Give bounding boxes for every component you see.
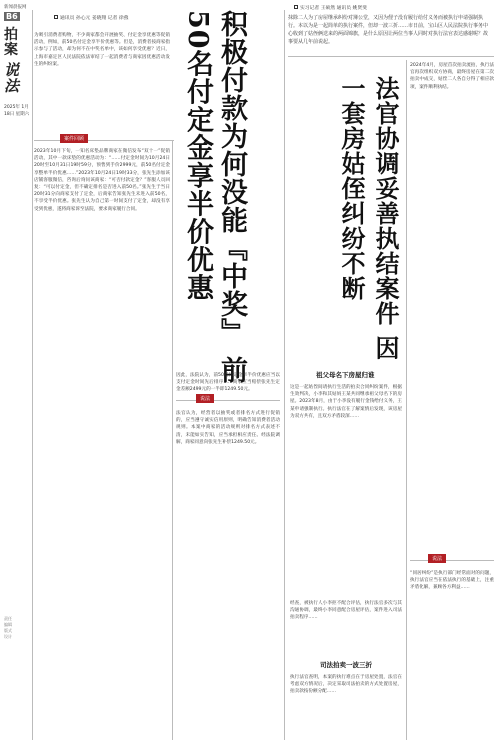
right-body-2: 经查，被执行人小李拒不配合评估，执行法官多次与其沟通协调，最终小李同意配合房屋评估，案件进入司法拍卖程序…… — [290, 601, 402, 621]
right-law-badge: 说法 — [428, 554, 446, 563]
right-intro: 抹除二人为了房屋继承纠纷对簿公堂，又因为俚子没有履行给付义务而被执行申请强制执行。本以为是一起简单的执行案件，但却一波三折……市日前，宝山区人民法院执行事务中心收到了姑侄俩送来的两面锦旗，是什么原因让两位当事人同时对执行法官表达感谢呢？故事要从几年前说起。 — [288, 15, 489, 45]
subhead-judicial-auction: 司法拍卖一波三折 — [320, 661, 372, 669]
left-case-text: 2023年10月下旬，一知名床垫品牌商家在微信发布“双十一”促销活动，其中一款床垫的优惠活动为：“……付定金时间为10月24日20时至10月31日19时59分，预售到手价2999元，前50名付定金享整单半价优惠……”2023年10月24日19时33分，张先生添加该店铺客服微信，咨询后询问该商家：“可否付款定金？”客服人员回复：“可以付定金，但不确定排名是否进入前50名。”张先生于当日20时31分向商家支付了定金，后商家告知张先生未进入前50名，不享受半价优惠。张先生认为自己第一时间支付了定金，却没有享受到优惠，遂将商家诉至法院，要求商家履行合同。 — [34, 149, 170, 212]
section-subtitle: 说法 — [4, 61, 20, 95]
right-byline-text: 实习记者 王硕然 通讯员 姚贤斐 — [300, 6, 367, 11]
divider — [32, 10, 33, 740]
page-footer: 责任编辑 版式设计 — [4, 616, 12, 639]
left-byline — [54, 14, 174, 21]
law-badge: 说法 — [196, 394, 214, 403]
divider — [172, 140, 173, 740]
left-lead: 为吸引消费者购物，不少商家都会开展抽奖、付定金享优惠等促销活动，例如，前50名付定金享半价优惠等。但是，消费者按商家指示参与了活动，却为何不在中奖名单中，该如何享受优惠？近日，上海市嘉定区人民法院依法审结了一起消费者与商家因优惠活动发生的纠纷案。 — [34, 33, 170, 67]
page-number: B6 — [6, 12, 18, 21]
issue-date: 2025年 1月18日 星期六 — [4, 105, 30, 117]
left-law-text: 法官认为，经营者以抽奖或者排名方式进行促销的，应当遵守诚实信用原则，明确告知消费者活动规则。本案中商家的活动规则对排名方式表述不清，未能如实告知，应当承担相应责任。经法院调解，商家同意向张先生补偿1249.50元。 — [176, 411, 280, 445]
case-review-badge: 案件回顾 — [60, 134, 88, 143]
section-title: 拍案 — [4, 27, 18, 58]
right-headline: 法官协调妥善执结案件 因一套房姑侄纠纷不断 — [337, 76, 400, 361]
divider — [406, 60, 407, 740]
right-law-text: “同居纠纷”是执行部门经常面对的问题，执行法官应当在依法执行的基础上，注重矛盾化解，兼顾各方利益…… — [410, 571, 494, 591]
square-icon — [54, 15, 58, 19]
right-body-4: 2024年4月，房屋首次拍卖流拍，执行法官再次组织双方协商，最终房屋在第二次拍卖中成交，姑侄二人各自分得了相应款项，案件顺利执结。 — [410, 63, 494, 90]
subhead-grandparents-house: 祖父母名下房屋归谁 — [316, 371, 375, 379]
divider — [176, 400, 280, 401]
page-margin-strip — [4, 4, 30, 744]
divider — [288, 56, 494, 57]
left-byline-text: 通讯员 孙心元 姜晓翔 记者 徐燕 — [60, 16, 129, 21]
divider — [34, 140, 174, 141]
left-headline: 积极付款为何没能『中奖』 前50名付定金享半价优惠 — [182, 10, 247, 385]
divider — [410, 560, 494, 561]
right-byline — [294, 4, 494, 11]
square-icon — [294, 5, 298, 9]
right-body-1: 这是一起姑侄间请执行生活的拍卖合同纠纷案件，根据生效判决，小李和其姑妈王某共同继承祖父母名下的房屋。2023年8月，由于小李没有履行金钱给付义务，王某申请强制执行。执行法官在了解案情后发现，该房屋为双方共有，且双方矛盾较深…… — [290, 385, 402, 419]
site-name: 新闻晨报网 — [4, 5, 27, 10]
divider — [284, 10, 285, 740]
left-lower-text: 因此，法院认为，前50名付定金享半价优惠应当以支付定金时间先后排序……商家应当赔偿张先生定金差额2499元的一半即1249.50元。 — [176, 373, 280, 393]
right-body-3: 执行法官查明，本案的执行难点在于房屋处置，法官在考虑双方情况后，决定采取司法拍卖的方式处置房屋，拍卖款按份额分配…… — [290, 675, 402, 695]
